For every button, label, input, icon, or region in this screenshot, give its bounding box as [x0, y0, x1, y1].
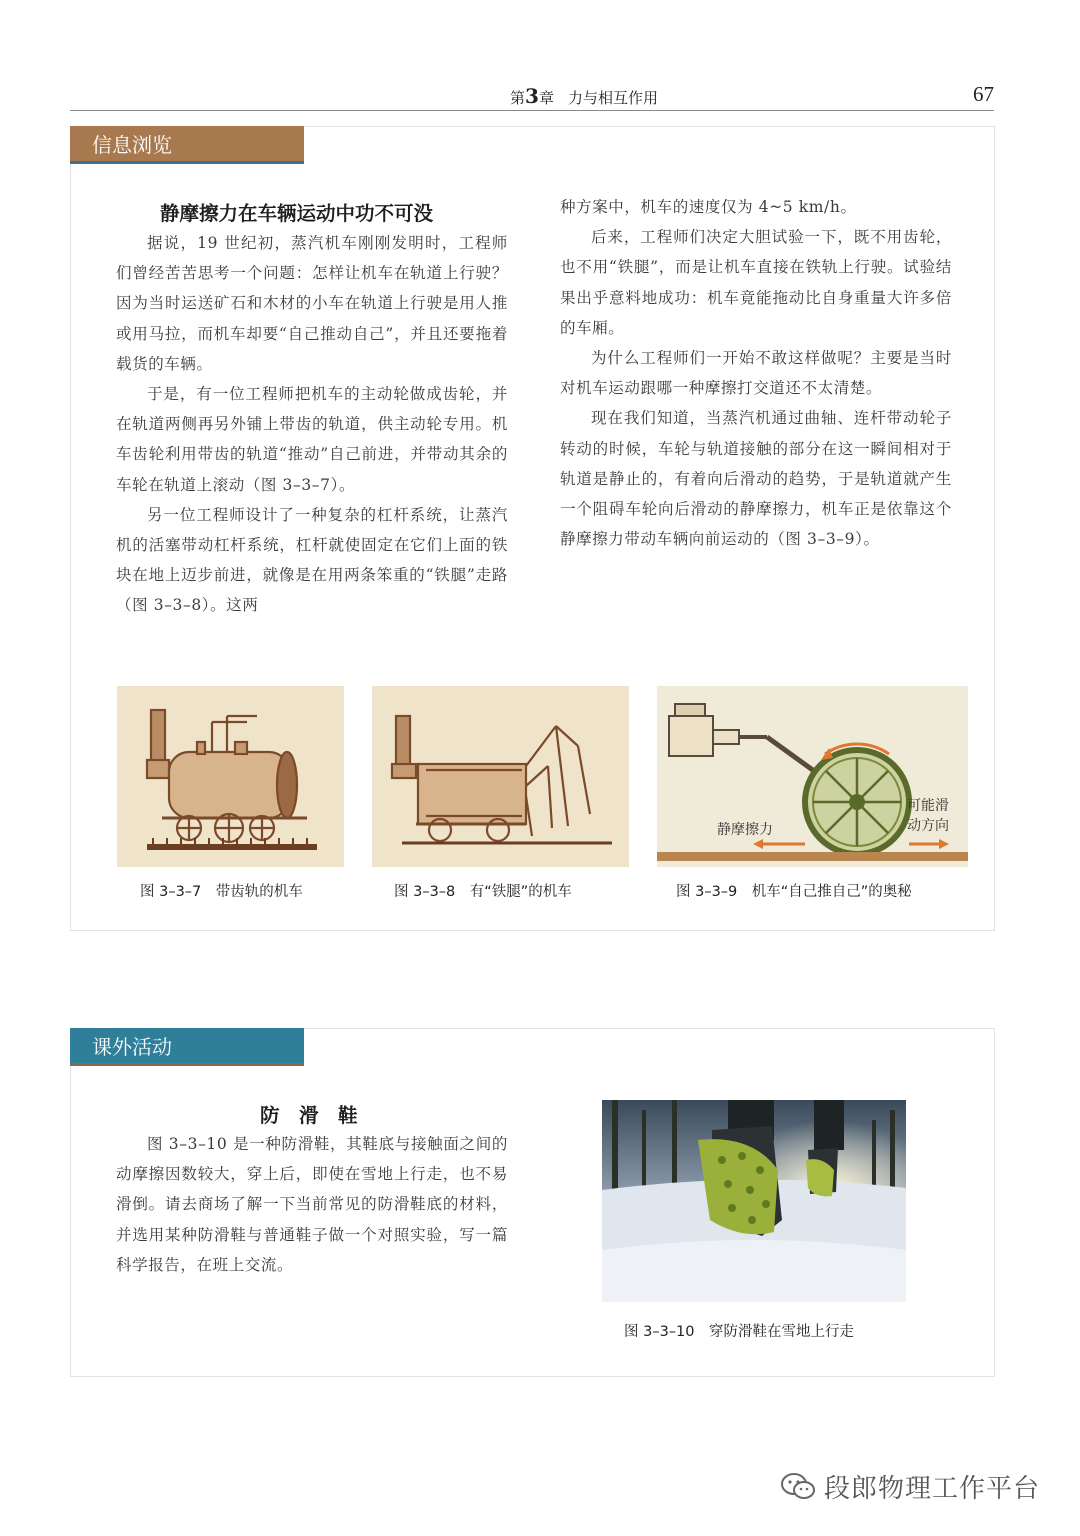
page-number: 67: [973, 82, 994, 106]
chapter-suffix: 章: [538, 89, 554, 107]
activity-text: [116, 1129, 508, 1280]
locomotive-drawing-icon: [117, 686, 344, 867]
left-column: [116, 228, 508, 621]
photo-snow-shoes: [602, 1100, 906, 1302]
chapter-heading: [510, 84, 658, 108]
paragraph: 于是，有一位工程师把机车的主动轮做成齿轮，并在轨道两侧再另外铺上带齿的轨道，供主动轮专用。机车齿轮利用带齿的轨道“推动”自己前进，并带动其余的车轮在轨道上滚动（图 3–3–7）。: [116, 385, 508, 494]
paragraph: 后来，工程师们决定大胆试验一下，既不用齿轮，也不用“铁腿”，而是让机车直接在铁轨上行驶。试验结果出乎意料地成功：机车竟能拖动比自身重量大许多倍的车厢。: [560, 228, 952, 337]
section-tag-activity: 课外活动: [70, 1028, 304, 1066]
anti-slip-shoe-photo-icon: [602, 1100, 906, 1302]
wheel-friction-diagram-icon: [657, 686, 968, 867]
figure-caption: 图 3–3–9 机车“自己推自己”的奥秘: [676, 884, 912, 900]
article-title: 静摩擦力在车辆运动中功不可没: [160, 202, 434, 225]
watermark: [780, 1468, 1040, 1505]
paragraph: 为什么工程师们一开始不敢这样做呢？主要是当时对机车运动跟哪一种摩擦打交道还不太清楚。: [560, 349, 952, 398]
paragraph: 据说，19 世纪初，蒸汽机车刚刚发明时，工程师们曾经苦苦思考一个问题：怎样让机车在轨道上行驶？因为当时运送矿石和木材的小车在轨道上行驶是用人推或用马拉，而机车却要“自己推动自己”，并且还要拖着载货的车辆。: [116, 234, 508, 373]
friction-label: 静摩擦力: [717, 822, 773, 838]
figure-caption: 图 3–3–8 有“铁腿”的机车: [394, 884, 572, 900]
direction-label-2: 动方向: [907, 818, 949, 834]
chapter-title: 力与相互作用: [567, 89, 658, 107]
chapter-number: 3: [525, 84, 539, 108]
figure-legged-locomotive: [372, 686, 629, 867]
figure-caption: 图 3–3–7 带齿轨的机车: [140, 884, 303, 900]
paragraph: 现在我们知道，当蒸汽机通过曲轴、连杆带动轮子转动的时候，车轮与轨道接触的部分在这一瞬间相对于轨道是静止的，有着向后滑动的趋势，于是轨道就产生一个阻碍车轮向后滑动的静摩擦力，机车正是依靠这个静摩擦力带动车辆向前运动的（图 3–3–9）。: [560, 409, 952, 549]
figure-geared-locomotive: [117, 686, 344, 867]
wechat-icon: [780, 1472, 816, 1502]
direction-label-1: 可能滑: [907, 798, 949, 814]
paragraph-continuation: 种方案中，机车的速度仅为 4~5 km/h。: [560, 198, 857, 216]
legged-locomotive-drawing-icon: [372, 686, 629, 867]
activity-title: 防 滑 鞋: [260, 1104, 358, 1127]
paragraph: 图 3–3–10 是一种防滑鞋，其鞋底与接触面之间的动摩擦因数较大，穿上后，即使在雪地上行走，也不易滑倒。请去商场了解一下当前常见的防滑鞋底的材料，并选用某种防滑鞋与普通鞋子做一个对照实验，写一篇科学报告，在班上交流。: [116, 1135, 508, 1274]
section-tag-info: 信息浏览: [70, 126, 304, 164]
watermark-text: 段郎物理工作平台: [823, 1474, 1040, 1504]
paragraph: 另一位工程师设计了一种复杂的杠杆系统，让蒸汽机的活塞带动杠杆系统，杠杆就使固定在它们上面的铁块在地上迈步前进，就像是在用两条笨重的“铁腿”走路（图 3–3–8）。这两: [116, 505, 508, 615]
figure-caption: 图 3–3–10 穿防滑鞋在雪地上行走: [624, 1324, 855, 1340]
right-column: [560, 192, 952, 554]
figure-self-propelled: [657, 686, 968, 867]
chapter-prefix: 第: [510, 89, 526, 107]
